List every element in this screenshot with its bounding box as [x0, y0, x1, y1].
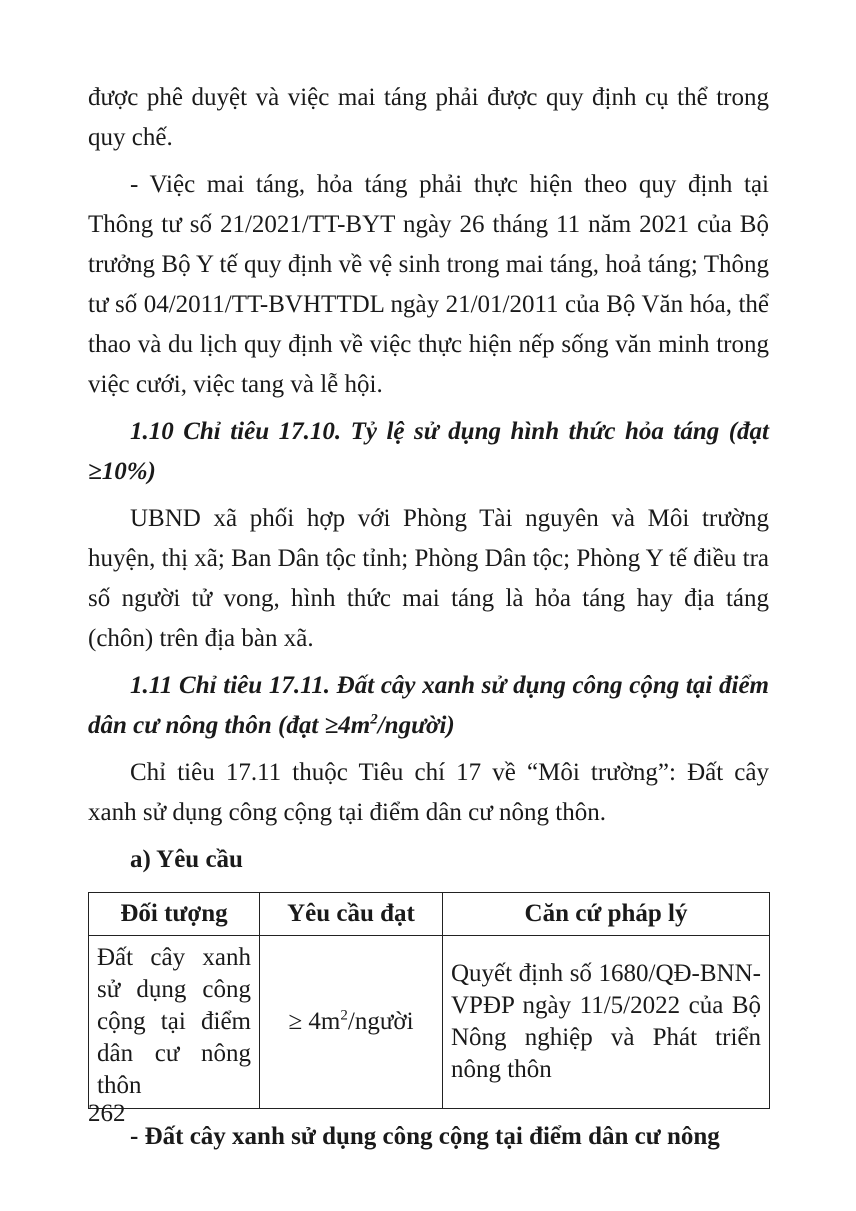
header-requirement: Yêu cầu đạt — [260, 893, 443, 936]
table-header-row — [89, 893, 770, 936]
requirement-unit: /người — [347, 1008, 414, 1035]
paragraph-continuation: được phê duyệt và việc mai táng phải được quy định cụ thể trong quy chế. — [88, 84, 769, 151]
paragraph-burial-regulation: - Việc mai táng, hỏa táng phải thực hiện theo quy định tại Thông tư số 21/2021/TT-BYT ngày 26 tháng 11 năm 2021 của Bộ trưởng Bộ Y tế quy định về vệ sinh trong mai táng, hoả táng; Thông tư số 04/2011/TT-BVHTTDL ngày 21/01/2011 của Bộ Văn hóa, thể thao và du lịch quy định về việc thực hiện nếp sống văn minh trong việc cưới, việc tang và lễ hội. — [88, 171, 769, 398]
subheading-requirements: a) Yêu cầu — [130, 846, 243, 873]
cell-requirement — [260, 936, 443, 1109]
document-body — [88, 78, 769, 1164]
cell-object: Đất cây xanh sử dụng công cộng tại điểm dân cư nông thôn — [89, 936, 260, 1109]
header-object: Đối tượng — [89, 893, 260, 936]
table-row — [89, 936, 770, 1109]
paragraph-criterion-17-11: Chỉ tiêu 17.11 thuộc Tiêu chí 17 về “Môi trường”: Đất cây xanh sử dụng công cộng tại điểm dân cư nông thôn. — [88, 759, 769, 826]
requirements-table — [88, 892, 770, 1109]
heading-1-10: 1.10 Chỉ tiêu 17.10. Tỷ lệ sử dụng hình thức hỏa táng (đạt ≥10%) — [88, 418, 769, 485]
heading-1-11 — [88, 666, 769, 746]
paragraph-green-land: - Đất cây xanh sử dụng công cộng tại điểm dân cư nông — [130, 1123, 720, 1150]
heading-1-11-unit: /người) — [377, 712, 455, 739]
requirement-value: ≥ 4m — [288, 1008, 341, 1035]
heading-1-11-text: 1.11 Chỉ tiêu 17.11. Đất cây xanh sử dụng công cộng tại điểm dân cư nông thôn (đạt ≥4m — [88, 672, 769, 739]
page-number: 262 — [88, 1100, 126, 1127]
requirement-superscript: 2 — [340, 1007, 348, 1024]
header-legal-basis: Căn cứ pháp lý — [443, 893, 770, 936]
heading-1-11-superscript: 2 — [370, 711, 378, 728]
paragraph-ubnd-coordination: UBND xã phối hợp với Phòng Tài nguyên và Môi trường huyện, thị xã; Ban Dân tộc tỉnh; Phòng Dân tộc; Phòng Y tế điều tra số người tử vong, hình thức mai táng là hỏa táng hay địa táng (chôn) trên địa bàn xã. — [88, 505, 769, 652]
cell-legal-basis: Quyết định số 1680/QĐ-BNN-VPĐP ngày 11/5/2022 của Bộ Nông nghiệp và Phát triển nông thôn — [443, 936, 770, 1109]
